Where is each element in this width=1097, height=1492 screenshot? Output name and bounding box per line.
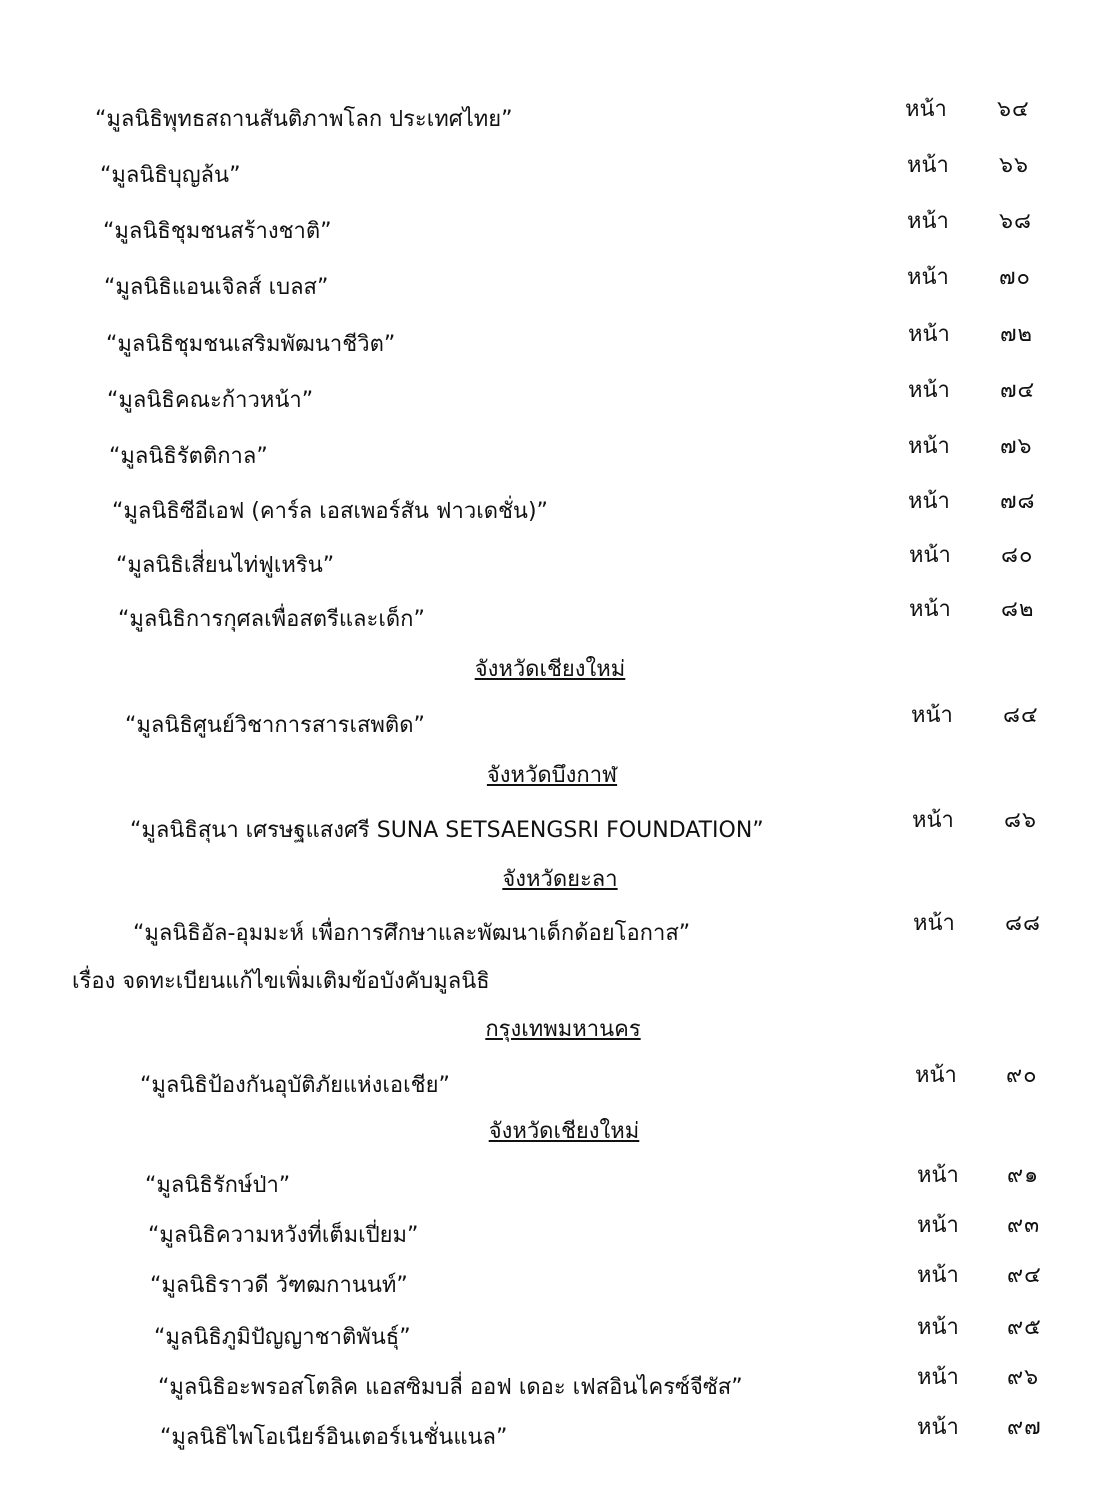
list-item <box>0 543 1097 590</box>
list-item <box>0 1415 1097 1462</box>
section-heading <box>410 860 710 904</box>
page-number: ๙๕ <box>1007 1315 1042 1340</box>
entry-title: “มูลนิธิศูนย์วิชาการสารเสพติด” <box>125 713 425 738</box>
list-item <box>0 911 1097 958</box>
page-number: ๙๗ <box>1007 1415 1042 1440</box>
page-label: หน้า <box>908 434 950 459</box>
page-number: ๘๐ <box>1001 543 1034 568</box>
section-heading-text: จังหวัดยะลา <box>502 867 618 892</box>
entry-title: “มูลนิธิบุญล้น” <box>100 163 241 188</box>
list-item <box>0 597 1097 644</box>
page-label: หน้า <box>907 209 949 234</box>
list-item <box>0 808 1097 855</box>
page-label: หน้า <box>905 97 947 122</box>
page-label: หน้า <box>913 911 955 936</box>
section-heading <box>402 756 702 800</box>
entry-title: “มูลนิธิภูมิปัญญาชาติพันธุ์” <box>154 1325 411 1350</box>
page-number: ๘๒ <box>1001 597 1035 622</box>
list-item <box>0 209 1097 256</box>
entry-title: “มูลนิธิป้องกันอุบัติภัยแห่งเอเชีย” <box>140 1073 450 1098</box>
section-heading <box>413 1010 713 1054</box>
page-number: ๖๘ <box>999 209 1032 234</box>
section-heading <box>400 650 700 694</box>
entry-title: “มูลนิธิแอนเจิลส์ เบลส” <box>104 275 329 300</box>
page-label: หน้า <box>909 543 951 568</box>
page-label: หน้า <box>917 1263 959 1288</box>
page-label: หน้า <box>915 1063 957 1088</box>
entry-title: “มูลนิธิชุมชนสร้างชาติ” <box>103 219 332 244</box>
list-item <box>0 1365 1097 1412</box>
entry-title: “มูลนิธิรัตติกาล” <box>109 444 268 469</box>
page-number: ๗๘ <box>1000 489 1036 514</box>
list-item <box>0 1263 1097 1310</box>
page-number: ๙๐ <box>1006 1063 1038 1088</box>
list-item <box>0 1315 1097 1362</box>
list-item <box>0 1063 1097 1110</box>
page-label: หน้า <box>909 597 951 622</box>
entry-title: “มูลนิธิพุทธสถานสันติภาพโลก ประเทศไทย” <box>95 107 513 132</box>
page-number: ๙๖ <box>1007 1365 1040 1390</box>
page-number: ๗๒ <box>1000 322 1034 347</box>
list-item <box>0 1163 1097 1210</box>
list-item <box>0 97 1097 144</box>
page-label: หน้า <box>917 1163 959 1188</box>
page-number: ๗๔ <box>1000 378 1036 403</box>
subject-text: เรื่อง จดทะเบียนแก้ไขเพิ่มเติมข้อบังคับมูลนิธิ <box>72 969 490 994</box>
page-label: หน้า <box>917 1365 959 1390</box>
page-label: หน้า <box>907 265 949 290</box>
page-number: ๙๑ <box>1007 1163 1040 1188</box>
list-item <box>0 265 1097 312</box>
list-item <box>0 434 1097 481</box>
entry-title: “มูลนิธิชุมชนเสริมพัฒนาชีวิต” <box>106 332 396 357</box>
entry-title: “มูลนิธิเสี่ยนไท่ฟูเหริน” <box>116 553 335 578</box>
section-heading-text: จังหวัดบึงกาฬ <box>486 763 618 788</box>
entry-title: “มูลนิธิราวดี วัฑฒกานนท์” <box>150 1273 408 1298</box>
entry-title: “มูลนิธิไพโอเนียร์อินเตอร์เนชั่นแนล” <box>160 1425 508 1450</box>
page-number: ๘๖ <box>1004 808 1037 833</box>
page-number: ๙๓ <box>1007 1213 1041 1238</box>
page-number: ๖๔ <box>997 97 1030 122</box>
section-heading-text: จังหวัดเชียงใหม่ <box>474 657 626 682</box>
entry-title: “มูลนิธิอัล-อุมมะห์ เพื่อการศึกษาและพัฒนาเด็กด้อยโอกาส” <box>133 921 691 946</box>
section-heading <box>414 1112 714 1156</box>
page-label: หน้า <box>908 489 950 514</box>
page-label: หน้า <box>917 1315 959 1340</box>
list-item <box>0 378 1097 425</box>
list-item <box>0 703 1097 750</box>
list-item <box>0 322 1097 369</box>
page-label: หน้า <box>917 1415 959 1440</box>
subject-line <box>0 962 1097 1006</box>
page-number: ๘๘ <box>1005 911 1041 936</box>
page-label: หน้า <box>912 808 954 833</box>
section-heading-text: กรุงเทพมหานคร <box>485 1017 641 1042</box>
page-number: ๗๐ <box>999 265 1031 290</box>
entry-title: “มูลนิธิอะพรอสโตลิค แอสซิมบลี่ ออฟ เดอะ เฟสอินไครซ์จีซัส” <box>158 1375 743 1400</box>
page-number: ๘๔ <box>1003 703 1039 728</box>
list-item <box>0 153 1097 200</box>
entry-title: “มูลนิธิสุนา เศรษฐแสงศรี SUNA SETSAENGSRI FOUNDATION” <box>130 818 764 843</box>
entry-title: “มูลนิธิซีอีเอฟ (คาร์ล เอสเพอร์สัน ฟาวเดชั่น)” <box>112 499 548 524</box>
page-number: ๙๔ <box>1007 1263 1042 1288</box>
entry-title: “มูลนิธิคณะก้าวหน้า” <box>107 388 314 413</box>
entry-title: “มูลนิธิรักษ์ป่า” <box>145 1173 291 1198</box>
page-label: หน้า <box>917 1213 959 1238</box>
page-label: หน้า <box>911 703 953 728</box>
page-number: ๖๖ <box>999 153 1029 178</box>
page-number: ๗๖ <box>1000 434 1033 459</box>
list-item <box>0 1213 1097 1260</box>
section-heading-text: จังหวัดเชียงใหม่ <box>488 1119 640 1144</box>
list-item <box>0 489 1097 536</box>
page-label: หน้า <box>908 378 950 403</box>
page-label: หน้า <box>907 153 949 178</box>
page-label: หน้า <box>908 322 950 347</box>
entry-title: “มูลนิธิความหวังที่เต็มเปี่ยม” <box>148 1223 419 1248</box>
entry-title: “มูลนิธิการกุศลเพื่อสตรีและเด็ก” <box>118 607 425 632</box>
